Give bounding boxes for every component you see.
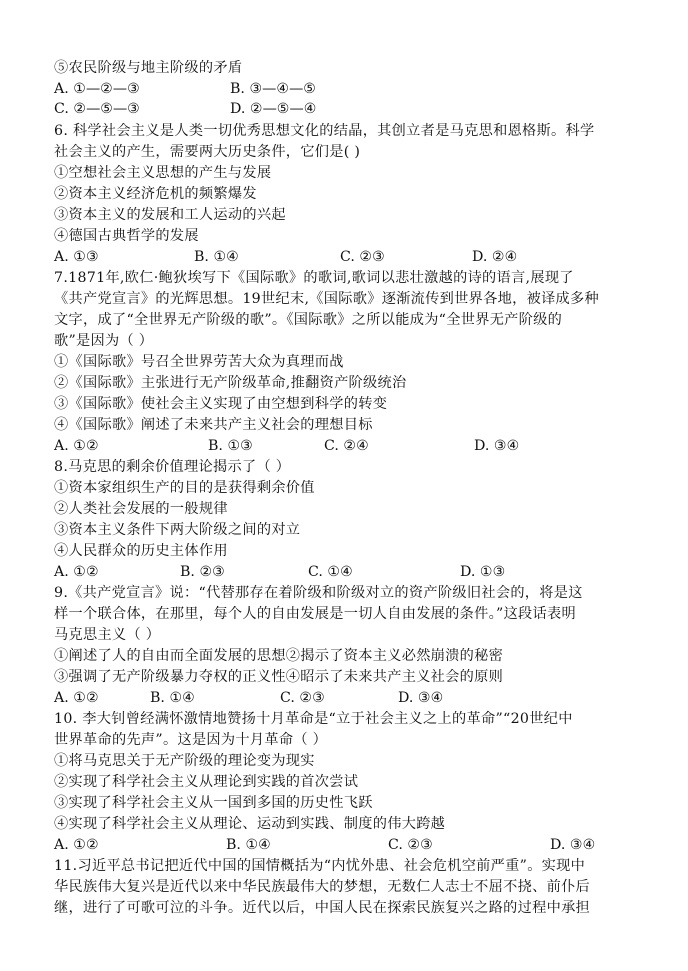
text-line: ⑤农民阶级与地主阶级的矛盾: [54, 60, 243, 76]
question-6: 6. 科学社会主义是人类一切优秀思想文化的结晶，其创立者是马克思和恩格斯。科学: [54, 123, 595, 139]
choice-1: ①资本家组织生产的目的是获得剩余价值: [54, 480, 315, 496]
option-b: B. ①④: [194, 249, 239, 265]
question-9: 9.《共产党宣言》说：“代替那存在着阶级和阶级对立的资产阶级旧社会的，将是这: [54, 585, 583, 601]
option-a: A. ①③: [54, 249, 99, 265]
text-line: 样一个联合体，在那里，每个人的自由发展是一切人自由发展的条件。”这段话表明: [54, 606, 577, 622]
option-d: D. ③④: [398, 690, 444, 706]
text-line: 世界革命的先声”。这是因为十月革命（ ）: [54, 732, 328, 748]
option-c: C. ②③: [280, 690, 325, 706]
text-line: 文字，成了“全世界无产阶级的歌”。《国际歌》之所以能成为“全世界无产阶级的: [54, 312, 563, 328]
option-b: B. ③—④—⑤: [230, 81, 316, 97]
text-line: 马克思主义（ ）: [54, 627, 161, 643]
option-c: C. ②—⑤—③: [54, 101, 140, 117]
option-d: D. ②④: [472, 249, 518, 265]
choice-3: ③实现了科学社会主义从一国到多国的历史性飞跃: [54, 795, 373, 811]
choice-3: ③《国际歌》使社会主义实现了由空想到科学的转变: [54, 396, 388, 412]
option-d: D. ①③: [460, 564, 506, 580]
text-line: 华民族伟大复兴是近代以来中华民族最伟大的梦想，无数仁人志士不屈不挠、前仆后: [54, 879, 591, 895]
option-c: C. ②④: [324, 438, 369, 454]
choice-3: ③资本主义的发展和工人运动的兴起: [54, 207, 286, 223]
text-line: 继，进行了可歌可泣的斗争。近代以后，中国人民在探索民族复兴之路的过程中承担: [54, 900, 591, 916]
option-a: A. ①②: [54, 837, 99, 853]
option-a: A. ①②: [54, 564, 99, 580]
choice-1: ①《国际歌》号召全世界劳苦大众为真理而战: [54, 354, 344, 370]
option-d: D. ③④: [474, 438, 520, 454]
choice-4: ④德国古典哲学的发展: [54, 228, 199, 244]
choice-3: ③资本主义条件下两大阶级之间的对立: [54, 522, 301, 538]
option-b: B. ①④: [226, 837, 271, 853]
choice-1: ①空想社会主义思想的产生与发展: [54, 165, 272, 181]
choice-1: ①将马克思关于无产阶级的理论变为现实: [54, 753, 315, 769]
text-line: 《共产党宣言》的光辉思想。19世纪末,《国际歌》逐渐流传到世界各地，被译成多种: [54, 291, 600, 307]
choice-2: ②《国际歌》主张进行无产阶级革命,推翻资产阶级统治: [54, 375, 407, 391]
text-line: 社会主义的产生，需要两大历史条件，它们是( ): [54, 144, 361, 160]
option-d: D. ②—⑤—④: [230, 101, 317, 117]
option-a: A. ①②: [54, 690, 99, 706]
option-d: D. ③④: [550, 837, 596, 853]
option-a: A. ①②: [54, 438, 99, 454]
question-8: 8.马克思的剩余价值理论揭示了（ ）: [54, 459, 291, 475]
choice-4: ④人民群众的历史主体作用: [54, 543, 228, 559]
choice-1-2: ①阐述了人的自由而全面发展的思想②揭示了资本主义必然崩溃的秘密: [54, 648, 504, 664]
option-b: B. ①③: [208, 438, 253, 454]
choice-2: ②资本主义经济危机的频繁爆发: [54, 186, 257, 202]
question-7: 7.1871年,欧仁·鲍狄埃写下《国际歌》的歌词,歌词以悲壮激越的诗的语言,展现了: [54, 270, 574, 286]
option-b: B. ①④: [150, 690, 195, 706]
option-c: C. ①④: [308, 564, 353, 580]
choice-3-4: ③强调了无产阶级暴力夺权的正义性④昭示了未来共产主义社会的原则: [54, 669, 504, 685]
option-b: B. ②③: [180, 564, 225, 580]
choice-4: ④实现了科学社会主义从理论、运动到实践、制度的伟大跨越: [54, 816, 446, 832]
choice-4: ④《国际歌》阐述了未来共产主义社会的理想目标: [54, 417, 373, 433]
choice-2: ②人类社会发展的一般规律: [54, 501, 228, 517]
question-11: 11.习近平总书记把近代中国的国情概括为“内忧外患、社会危机空前严重”。实现中: [54, 858, 586, 874]
question-10: 10. 李大钊曾经满怀激情地赞扬十月革命是“立于社会主义之上的革命”“20世纪中: [54, 711, 573, 727]
option-c: C. ②③: [388, 837, 433, 853]
option-a: A. ①—②—③: [54, 81, 140, 97]
choice-2: ②实现了科学社会主义从理论到实践的首次尝试: [54, 774, 359, 790]
text-line: 歌”是因为（ ）: [54, 333, 154, 349]
option-c: C. ②③: [340, 249, 385, 265]
